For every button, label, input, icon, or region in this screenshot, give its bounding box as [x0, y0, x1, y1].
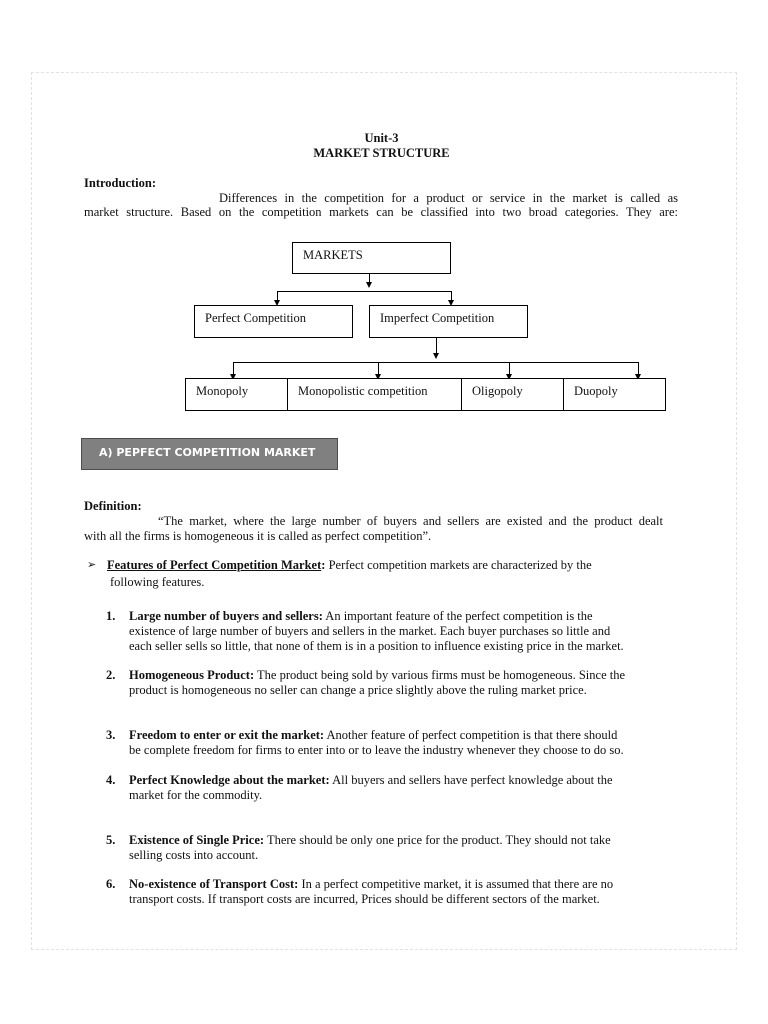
feature-line-1 — [129, 728, 617, 743]
feature-line-1 — [129, 668, 625, 683]
feature-line-3: each seller sells so little, that none of them is in a position to influence existing price in the market. — [129, 639, 624, 653]
feature-number: 1. — [106, 609, 116, 623]
diagram-node-imperfect-competition: Imperfect Competition — [369, 305, 528, 338]
feature-title: Existence of Single Price: — [129, 833, 265, 847]
diagram-node-markets: MARKETS — [292, 242, 451, 274]
feature-line-2: product is homogeneous no seller can change a price slightly above the ruling market price. — [129, 683, 587, 697]
connector — [369, 274, 370, 282]
diagram-node-oligopoly: Oligopoly — [461, 378, 564, 411]
features-intro-line-1: Perfect competition markets are characterized by the — [325, 558, 592, 572]
arrow-down-icon — [366, 282, 372, 288]
connector — [277, 291, 278, 300]
unit-label: Unit-3 — [364, 131, 399, 145]
definition-line-2: with all the firms is homogeneous it is called as perfect competition”. — [84, 529, 432, 543]
connector — [378, 362, 379, 374]
feature-title: Large number of buyers and sellers: — [129, 609, 323, 623]
feature-line-2: be complete freedom for firms to enter into or to leave the industry whenever they choose to do so. — [129, 743, 624, 757]
introduction-line-1: Differences in the competition for a product or service in the market is called as — [219, 191, 678, 205]
diagram-node-duopoly: Duopoly — [563, 378, 666, 411]
feature-number: 5. — [106, 833, 116, 847]
features-intro — [107, 558, 592, 573]
features-heading: Features of Perfect Competition Market — [107, 558, 322, 572]
feature-number: 2. — [106, 668, 116, 682]
feature-text: In a perfect competitive market, it is assumed that there are no — [298, 877, 614, 891]
feature-line-2: transport costs. If transport costs are incurred, Prices should be different sectors of the market. — [129, 892, 600, 906]
definition-line-1: “The market, where the large number of buyers and sellers are existed and the product dealt — [158, 514, 663, 528]
definition-label: Definition: — [84, 499, 142, 513]
page-title: MARKET STRUCTURE — [313, 146, 450, 160]
feature-text: The product being sold by various firms must be homogeneous. Since the — [254, 668, 626, 682]
feature-number: 4. — [106, 773, 116, 787]
diagram-node-perfect-competition: Perfect Competition — [194, 305, 353, 338]
feature-text: An important feature of the perfect competition is the — [322, 609, 593, 623]
feature-line-2: existence of large number of buyers and sellers in the market. Each buyer purchases so little and — [129, 624, 611, 638]
bullet-arrow-icon: ➢ — [87, 559, 97, 571]
feature-line-1 — [129, 877, 613, 892]
connector — [277, 291, 452, 292]
feature-line-2: market for the commodity. — [129, 788, 263, 802]
section-heading-bar — [81, 438, 338, 470]
features-colon: : — [321, 558, 326, 572]
feature-number: 3. — [106, 728, 116, 742]
connector — [233, 362, 639, 363]
diagram-node-monopoly: Monopoly — [185, 378, 288, 411]
diagram-node-monopolistic-competition: Monopolistic competition — [287, 378, 462, 411]
feature-line-1 — [129, 609, 593, 624]
feature-title: Freedom to enter or exit the market: — [129, 728, 325, 742]
connector — [451, 291, 452, 300]
introduction-line-2: market structure. Based on the competition markets can be classified into two broad categories. They are: — [84, 205, 678, 219]
feature-title: Homogeneous Product: — [129, 668, 255, 682]
feature-text: Another feature of perfect competition is that there should — [324, 728, 618, 742]
connector — [233, 362, 234, 374]
feature-text: All buyers and sellers have perfect knowledge about the — [329, 773, 613, 787]
features-intro-line-2: following features. — [110, 575, 205, 589]
arrow-down-icon — [433, 353, 439, 359]
section-heading: A) PEPFECT COMPETITION MARKET — [99, 446, 316, 459]
connector — [436, 338, 437, 353]
connector — [509, 362, 510, 374]
feature-line-1 — [129, 833, 611, 848]
feature-text: There should be only one price for the product. They should not take — [264, 833, 611, 847]
feature-title: Perfect Knowledge about the market: — [129, 773, 330, 787]
feature-line-2: selling costs into account. — [129, 848, 259, 862]
introduction-label: Introduction: — [84, 176, 157, 190]
feature-line-1 — [129, 773, 613, 788]
connector — [638, 362, 639, 374]
feature-number: 6. — [106, 877, 116, 891]
feature-title: No-existence of Transport Cost: — [129, 877, 299, 891]
